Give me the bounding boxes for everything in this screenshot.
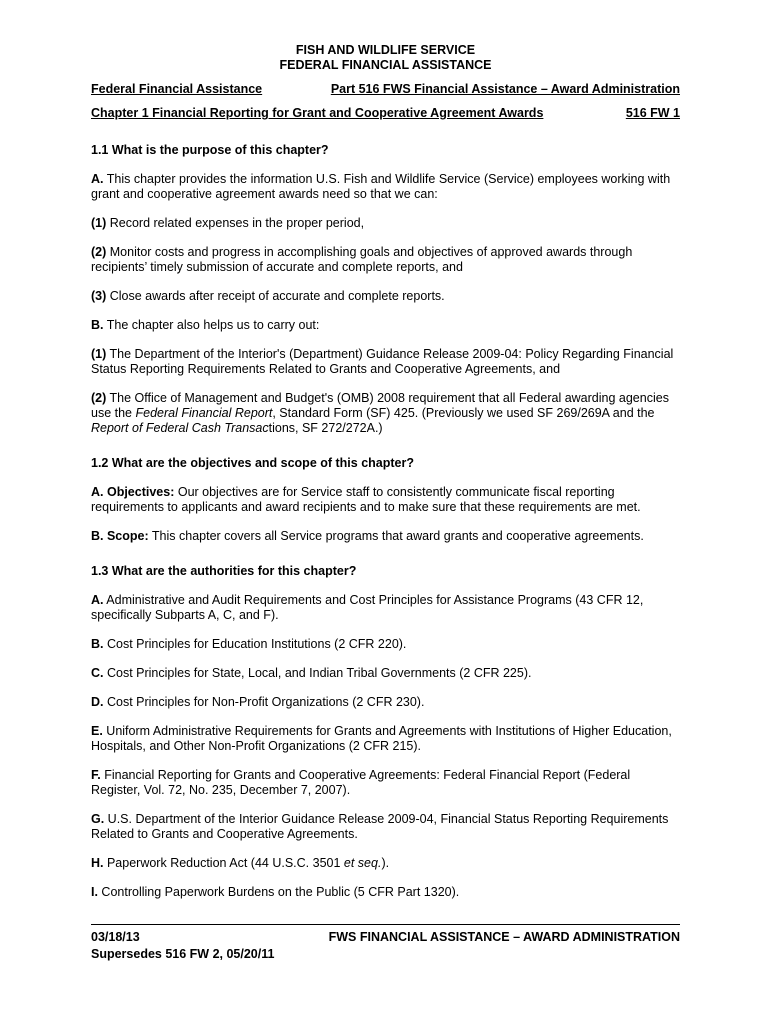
section-1-2-heading: 1.2 What are the objectives and scope of this chapter?	[91, 456, 414, 470]
authority-a: A. Administrative and Audit Requirements and Cost Principles for Assistance Programs (43 CFR 12, specifically Subparts A, C, and F).	[91, 593, 644, 622]
paragraph-1-1-a-3: (3) Close awards after receipt of accurate and complete reports.	[91, 289, 445, 303]
paragraph-1-1-b-2: (2) The Office of Management and Budget's (OMB) 2008 requirement that all Federal awarding agencies use the Federal Financial Report, Standard Form (SF) 425. (Previously we used SF 269/269A and the Report of Federal Cash Transactions, SF 272/272A.)	[91, 391, 669, 435]
authority-d: D. Cost Principles for Non-Profit Organizations (2 CFR 230).	[91, 695, 425, 709]
footer-title: FWS FINANCIAL ASSISTANCE – AWARD ADMINISTRATION	[328, 930, 680, 944]
part-title: Part 516 FWS Financial Assistance – Award Administration	[330, 82, 680, 96]
footer-supersedes: Supersedes 516 FW 2, 05/20/11	[91, 947, 275, 961]
page-footer	[91, 929, 680, 963]
authority-e: E. Uniform Administrative Requirements for Grants and Agreements with Institutions of Higher Education, Hospitals, and Other Non-Profit Organizations (2 CFR 215).	[91, 724, 672, 753]
paragraph-1-1-b: B. The chapter also helps us to carry out:	[91, 318, 320, 332]
authority-c: C. Cost Principles for State, Local, and Indian Tribal Governments (2 CFR 225).	[91, 666, 532, 680]
footer-date: 03/18/13	[91, 930, 140, 944]
paragraph-1-1-b-1: (1) The Department of the Interior's (Department) Guidance Release 2009-04: Policy Regarding Financial Status Reporting Requirements Related to Grants and Cooperative Agreements, and	[91, 347, 674, 376]
authority-g: G. U.S. Department of the Interior Guidance Release 2009-04, Financial Status Reporting Requirements Related to Grants and Cooperative Agreements.	[91, 812, 669, 841]
paragraph-1-1-a: A. This chapter provides the information U.S. Fish and Wildlife Service (Service) employees working with grant and cooperative agreement awards need so that we can:	[91, 172, 671, 201]
header-row-2	[91, 106, 680, 121]
paragraph-1-2-a: A. Objectives: Our objectives are for Service staff to consistently communicate fiscal reporting requirements to applicants and award recipients and to make sure that these requirements are met.	[91, 485, 641, 514]
agency-title: FISH AND WILDLIFE SERVICE	[295, 43, 476, 57]
authority-f: F. Financial Reporting for Grants and Cooperative Agreements: Federal Financial Report (Federal Register, Vol. 72, No. 235, December 7, 2007).	[91, 768, 631, 797]
authority-b: B. Cost Principles for Education Institutions (2 CFR 220).	[91, 637, 407, 651]
chapter-title: Chapter 1 Financial Reporting for Grant and Cooperative Agreement Awards	[91, 106, 544, 120]
paragraph-1-1-a-1: (1) Record related expenses in the proper period,	[91, 216, 365, 230]
chapter-number: 516 FW 1	[625, 106, 680, 120]
authority-h: H. Paperwork Reduction Act (44 U.S.C. 3501 et seq.).	[91, 856, 390, 870]
agency-subtitle: FEDERAL FINANCIAL ASSISTANCE	[279, 58, 492, 72]
section-1-3-heading: 1.3 What are the authorities for this chapter?	[91, 564, 357, 578]
footer-divider	[91, 924, 680, 925]
paragraph-1-1-a-2: (2) Monitor costs and progress in accomplishing goals and objectives of approved awards through recipients’ timely submission of accurate and complete reports, and	[91, 245, 633, 274]
manual-name: Federal Financial Assistance	[91, 82, 263, 96]
header-row-1	[91, 82, 680, 97]
section-1-1-heading: 1.1 What is the purpose of this chapter?	[91, 143, 329, 157]
authority-i: I. Controlling Paperwork Burdens on the Public (5 CFR Part 1320).	[91, 885, 460, 899]
paragraph-1-2-b: B. Scope: This chapter covers all Service programs that award grants and cooperative agreements.	[91, 529, 644, 543]
document-page	[91, 43, 680, 900]
